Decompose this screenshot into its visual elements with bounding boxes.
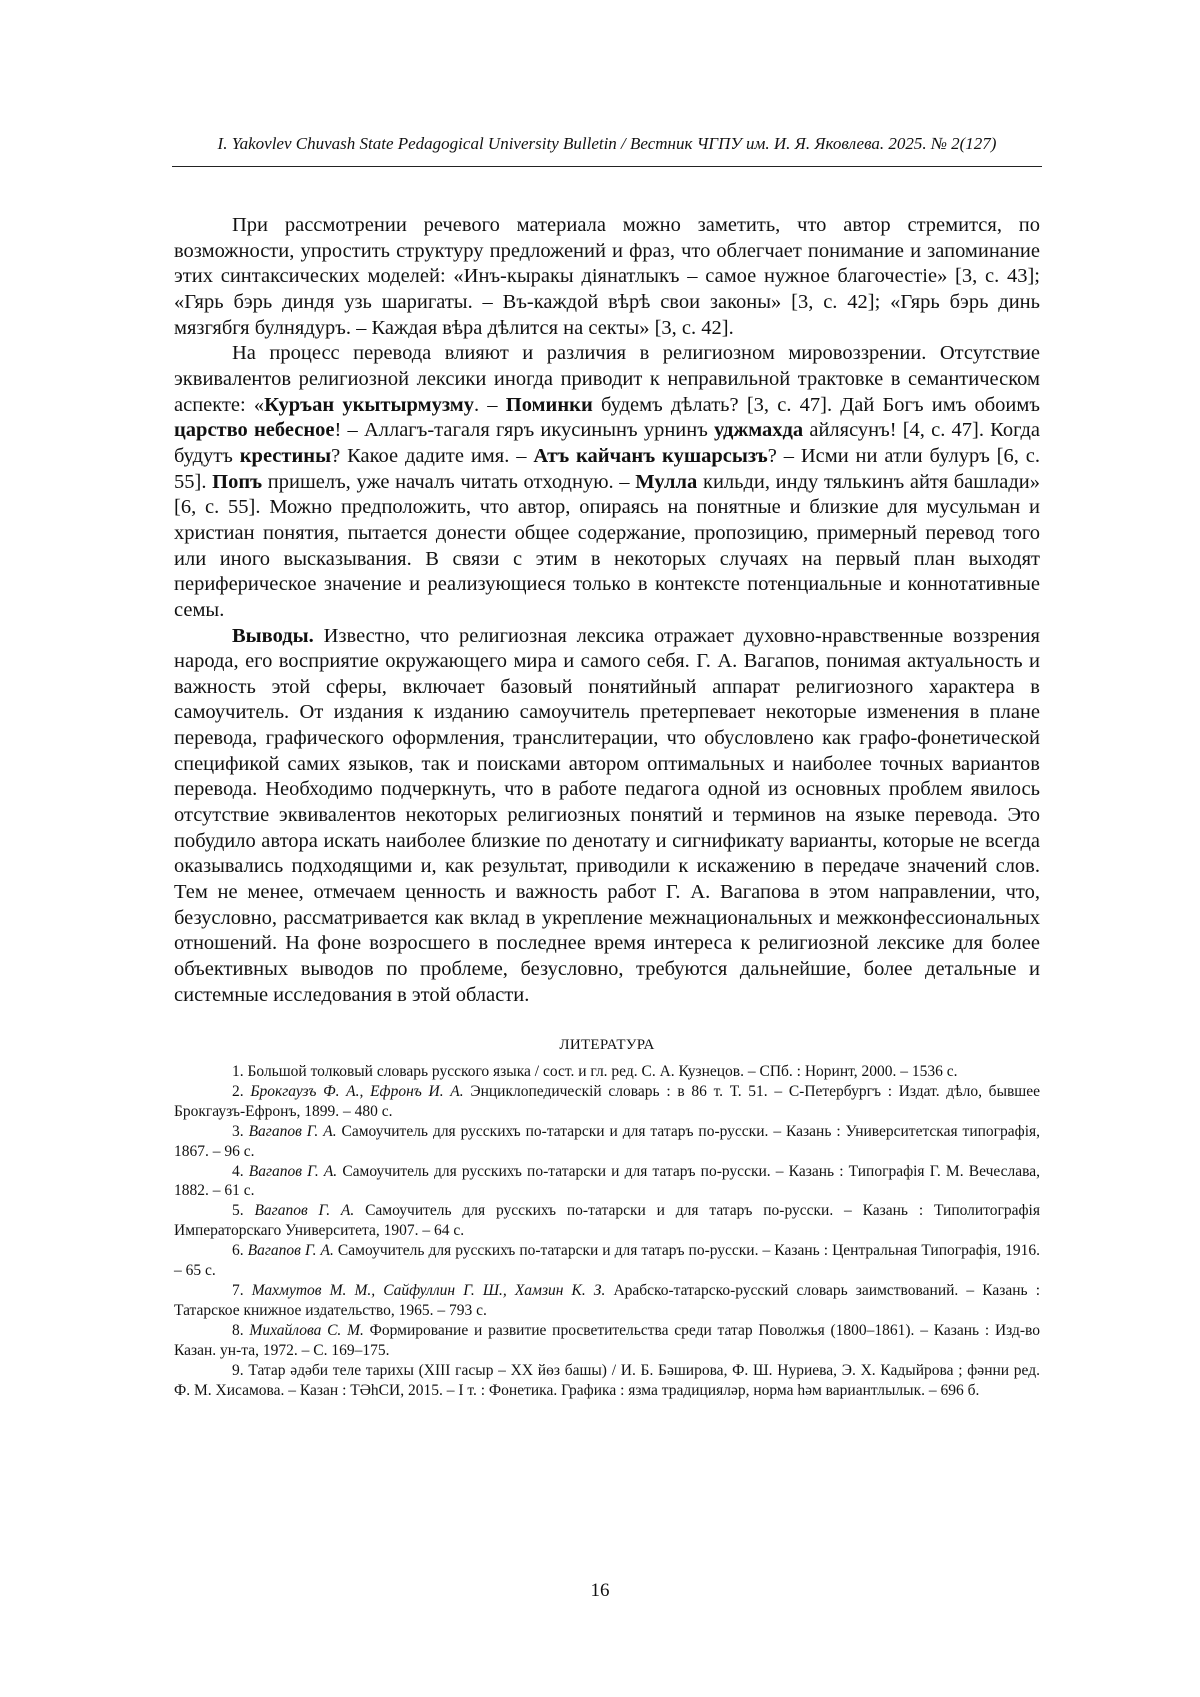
reference-authors: Михайлова С. М. — [249, 1321, 364, 1339]
reference-item: 9. Татар әдәби теле тарихы (XIII гасыр – XX йөз башы) / И. Б. Бәширова, Ф. Ш. Нуриева, Э. Х. Кадыйрова ; фәнни ред. Ф. М. Хисамова. – Казан : ТӘһСИ, 2015. – I т. : Фонетика. Графика : язма традицияләр, норма һәм вариантлылык. – 696 б. — [174, 1361, 1040, 1399]
bold-term: Поминки — [505, 393, 593, 416]
reference-authors: Вагапов Г. А. — [247, 1242, 334, 1260]
reference-item: 6. Вагапов Г. А. Самоучитель для русскихъ по-татарски и для татаръ по-русски. – Казань : Центральная Типографія, 1916. – 65 с. — [174, 1242, 1040, 1280]
references-heading: ЛИТЕРАТУРА — [559, 1037, 655, 1053]
paragraph-conclusions: Выводы. Известно, что религиозная лексика отражает духовно-нравственные воззрения народа, его восприятие окружающего мира и самого себя. Г. А. Вагапов, понимая актуальность и важность этой сферы, включает базовый понятийный аппарат религиозного характера в самоучитель. От издания к изданию самоучитель претерпевает некоторые изменения в плане перевода, графического оформления, транслитерации, что обусловлено как графо-фонетической спецификой самих языков, так и поисками автором оптимальных и наиболее точных вариантов перевода. Необходимо подчеркнуть, что в работе педагога одной из основных проблем явилось отсутствие эквивалентов некоторых религиозных понятий и терминов на языке перевода. Это побудило автора искать наиболее близкие по денотату и сигнификату варианты, которые не всегда оказывались подходящими и, как результат, приводили к искажению в передаче значений слов. Тем не менее, отмечаем ценность и важность работ Г. А. Вагапова в этом направлении, что, безусловно, рассматривается как вклад в укрепление межнациональных и межконфессиональных отношений. На фоне возросшего в последнее время интереса к религиозной лексике для более объективных выводов по проблеме, безусловно, требуются дальнейшие, более детальные и системные исследования в этой области. — [174, 624, 1040, 1006]
bold-term: Мулла — [635, 470, 698, 493]
bold-term: крестины — [239, 444, 332, 467]
reference-item: 3. Вагапов Г. А. Самоучитель для русскихъ по-татарски и для татаръ по-русски. – Казань : Университетская типографія, 1867. – 96 с. — [174, 1122, 1041, 1160]
reference-authors: Махмутов М. М., Сайфуллин Г. Ш., Хамзин К. З. — [251, 1281, 606, 1299]
bold-term: царство небесное — [174, 419, 335, 442]
article-body — [174, 213, 1040, 1008]
reference-item: 5. Вагапов Г. А. Самоучитель для русскихъ по-татарски и для татаръ по-русски. – Казань : Типолитографія Императорскаго Университета, 1907. – 64 с. — [174, 1202, 1040, 1240]
bold-term: Куръан укытырмузму — [264, 393, 474, 416]
bold-term: Атъ кайчанъ кушарсызъ — [533, 444, 768, 467]
reference-authors: Вагапов Г. А. — [248, 1162, 338, 1180]
reference-item: 4. Вагапов Г. А. Самоучитель для русскихъ по-татарски и для татаръ по-русски. – Казань : Типографія Г. М. Вечеслава, 1882. – 61 с. — [174, 1162, 1040, 1200]
running-header: I. Yakovlev Chuvash State Pedagogical University Bulletin / Вестник ЧГПУ им. И. Я. Яковлева. 2025. № 2(127) — [217, 134, 997, 153]
header-divider — [172, 166, 1042, 167]
page-number: 16 — [590, 1580, 610, 1601]
reference-item: 7. Махмутов М. М., Сайфуллин Г. Ш., Хамзин К. З. Арабско-татарско-русский словарь заимствований. – Казань : Татарское книжное издательство, 1965. – 793 с. — [174, 1281, 1041, 1319]
conclusions-label: Выводы. — [232, 624, 314, 647]
reference-authors: Вагапов Г. А. — [254, 1202, 355, 1220]
bold-term: уджмахда — [714, 419, 804, 442]
references-list — [174, 1062, 1040, 1400]
bold-term: Попъ — [212, 470, 263, 493]
reference-item: 8. Михайлова С. М. Формирование и развитие просветительства среди татар Поволжья (1800–1861). – Казань : Изд-во Казан. ун-та, 1972. – С. 169–175. — [174, 1321, 1040, 1359]
reference-item: 2. Брокгаузъ Ф. А., Ефронъ И. А. Энциклопедическій словарь : в 86 т. Т. 51. – С-Петербургъ : Издат. дѣло, бывшее Брокгаузъ-Ефронъ, 1899. – 480 с. — [174, 1082, 1040, 1120]
paragraph-1: При рассмотрении речевого материала можно заметить, что автор стремится, по возможности, упростить структуру предложений и фраз, что облегчает понимание и запоминание этих синтаксических моделей: «Инъ-кыракы діянатлыкъ – самое нужное благочестіе» [3, с. 43]; «Гярь бэрь диндя узь шаригаты. – Въ-каждой вѣрѣ свои законы» [3, с. 42]; «Гярь бэрь динь мязгябгя булнядуръ. – Каждая вѣра дѣлится на секты» [3, с. 42]. — [174, 214, 1040, 339]
paragraph-2: На процесс перевода влияют и различия в религиозном мировоззрении. Отсутствие эквивалентов религиозной лексики иногда приводит к неправильной трактовке в семантическом аспекте: «Куръан укытырмузму. – Поминки будемъ дѣлать? [3, с. 47]. Дай Богъ имъ обоимъ царство небесное! – Аллагъ-тагаля гяръ икусинынъ урнинъ уджмахда айлясунъ! [4, с. 47]. Когда будутъ крестины? Какое дадите имя. – Атъ кайчанъ кушарсызъ? – Исми ни атли булуръ [6, с. 55]. Попъ пришелъ, уже началъ читать отходную. – Мулла кильди, инду тялькинъ айтя башлади» [6, с. 55]. Можно предположить, что автор, опираясь на понятные и близкие для мусульман и христиан понятия, пытается донести общее содержание, пропозицию, примерный перевод того или иного высказывания. В связи с этим в некоторых случаях на первый план выходят периферическое значение и реализующиеся только в контексте потенциальные и коннотативные семы. — [174, 342, 1040, 621]
reference-authors: Вагапов Г. А. — [248, 1122, 337, 1140]
reference-authors: Брокгаузъ Ф. А., Ефронъ И. А. — [250, 1082, 464, 1100]
reference-item: 1. Большой толковый словарь русского языка / сост. и гл. ред. С. А. Кузнецов. – СПб. : Норинт, 2000. – 1536 с. — [232, 1063, 958, 1080]
